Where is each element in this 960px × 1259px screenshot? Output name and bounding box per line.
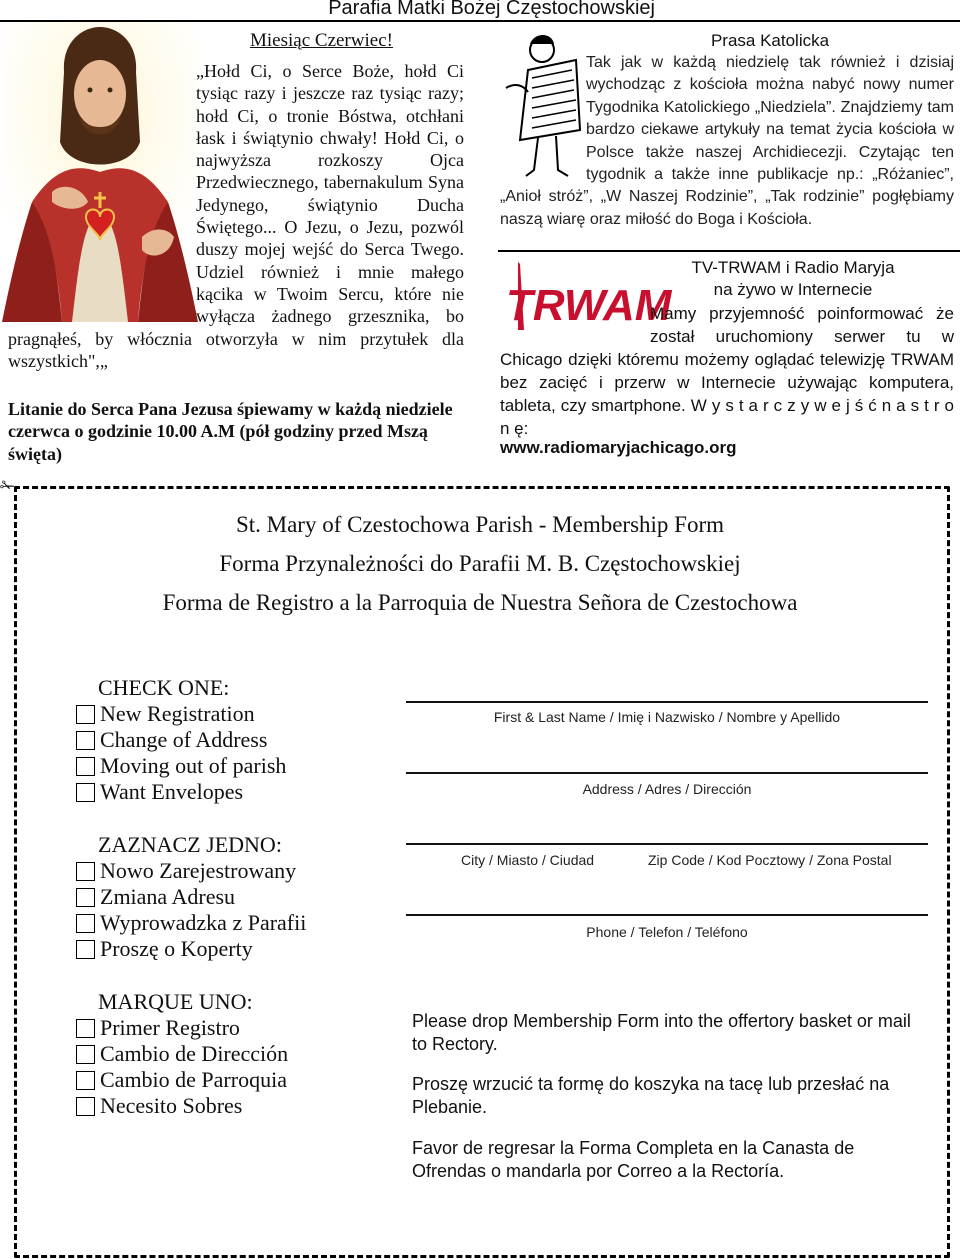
checkbox-moving-out[interactable] xyxy=(76,753,286,779)
checkbox-change-of-address[interactable] xyxy=(76,727,267,753)
checkbox-icon[interactable] xyxy=(76,731,95,750)
prasa-text: Tak jak w każdą niedzielę tak również i dzisiaj wychodząc z kościoła można nabyć nowy numer Tygodnika Katolickiego „Niedziela”. Znajdziemy tam bardzo ciekawe artykuły na temat życia kościoła w Polsce także naszej Archidiecezji. Czytając ten tygodnik a także inne publikacje np.: „Różaniec”, „Anioł stróż”, „W Naszej Rodzinie”, „Tak rodzinie” pogłębiamy naszą wiarę oraz miłość do Boga i Kościoła. xyxy=(500,54,954,228)
checkbox-icon[interactable] xyxy=(76,1045,95,1064)
form-title-spanish: Forma de Registro a la Parroquia de Nuestra Señora de Czestochowa xyxy=(162,590,798,615)
checkbox-icon[interactable] xyxy=(76,862,95,881)
form-title-english: St. Mary of Czestochowa Parish - Membership Form xyxy=(235,512,725,537)
city-field-label: City / Miasto / Ciudad xyxy=(461,852,595,868)
trwam-logo-text: TRWAM xyxy=(506,281,672,330)
parish-title: Parafia Matki Bożej Częstochowskiej xyxy=(328,0,655,19)
zaznacz-jedno-heading: ZAZNACZ JEDNO: xyxy=(98,832,282,857)
note-polish: Proszę wrzucić ta formę do koszyka na tacę lub przesłać na Plebanie. xyxy=(412,1074,890,1117)
prayer-text-block xyxy=(8,60,464,372)
marque-uno-heading: MARQUE UNO: xyxy=(98,989,253,1014)
checkbox-label: Change of Address xyxy=(100,727,268,752)
checkbox-icon[interactable] xyxy=(76,1097,95,1116)
prasa-title: Prasa Katolicka xyxy=(710,31,830,50)
zip-field-label: Zip Code / Kod Pocztowy / Zona Postal xyxy=(648,852,892,868)
litany-announcement: Litanie do Serca Pana Jezusa śpiewamy w każdą niedziele czerwca o godzinie 10.00 A.M (pół godziny przed Mszą święta) xyxy=(8,399,453,464)
checkbox-label: New Registration xyxy=(100,701,255,726)
phone-field-label: Phone / Telefon / Teléfono xyxy=(586,924,748,940)
checkbox-prosze-o-koperty[interactable] xyxy=(76,936,253,962)
checkbox-label: Necesito Sobres xyxy=(100,1093,243,1118)
checkbox-label: Wyprowadzka z Parafii xyxy=(100,910,307,935)
scissors-icon: ✁ xyxy=(0,476,16,496)
checkbox-icon[interactable] xyxy=(76,757,95,776)
tv-title-line2: na żywo w Internecie xyxy=(713,280,873,299)
form-title-polish: Forma Przynależności do Parafii M. B. Częstochowskiej xyxy=(219,551,741,576)
checkbox-necesito-sobres[interactable] xyxy=(76,1093,242,1119)
checkbox-wyprowadzka[interactable] xyxy=(76,910,306,936)
checkbox-cambio-direccion[interactable] xyxy=(76,1041,288,1067)
checkbox-cambio-parroquia[interactable] xyxy=(76,1067,287,1093)
section-divider xyxy=(498,250,960,252)
checkbox-label: Primer Registro xyxy=(100,1015,240,1040)
checkbox-new-registration[interactable] xyxy=(76,701,255,727)
prayer-text: „Hołd Ci, o Serce Boże, hołd Ci tysiąc razy i jeszcze raz tysiąc razy; hołd Ci, o tronie Bóstwa, otchłani łask i świątynio chwały! Hołd Ci, o najwyższa rozkoszy Ojca Przedwiecznego, tabernakulum Syna Jedynego, świątynio Ducha Świętego... O Jezu, o Jezu, pozwól duszy mojej wejść do Serca Twego. Udziel również i mnie małego kącika w Twoim Sercu, które nie wyłącza żadnego grzesznika, bo pragnąłeś, by włócznia otworzyła w nim przytułek dla wszystkich",„ xyxy=(8,61,464,371)
address-input-line[interactable] xyxy=(406,772,928,774)
checkbox-primer-registro[interactable] xyxy=(76,1015,240,1041)
address-field-label: Address / Adres / Dirección xyxy=(582,781,752,797)
checkbox-icon[interactable] xyxy=(76,914,95,933)
name-field-label: First & Last Name / Imię i Nazwisko / Nombre y Apellido xyxy=(493,709,841,725)
tv-text: Mamy przyjemność poinformować że został uruchomiony serwer tu w Chicago dzięki któremu możemy oglądać telewizję TRWAM bez zacięć i przerw w Internecie używając komputera, tableta, czy smartphone. W y s t a r c z y w e j ś ć n a s t r o n ę: xyxy=(500,304,954,438)
checkbox-label: Proszę o Koperty xyxy=(100,936,253,961)
month-title: Miesiąc Czerwiec! xyxy=(250,30,393,51)
checkbox-label: Zmiana Adresu xyxy=(100,884,236,909)
checkbox-label: Cambio de Parroquia xyxy=(100,1067,287,1092)
checkbox-want-envelopes[interactable] xyxy=(76,779,243,805)
name-input-line[interactable] xyxy=(406,701,928,703)
checkbox-icon[interactable] xyxy=(76,940,95,959)
note-spanish: Favor de regresar la Forma Completa en la Canasta de Ofrendas o mandarla por Correo a la Rectoría. xyxy=(412,1138,855,1181)
checkbox-label: Moving out of parish xyxy=(100,753,287,778)
checkbox-icon[interactable] xyxy=(76,705,95,724)
checkbox-label: Want Envelopes xyxy=(100,779,244,804)
checkbox-icon[interactable] xyxy=(76,783,95,802)
tv-title-line1: TV-TRWAM i Radio Maryja xyxy=(691,258,895,277)
checkbox-label: Cambio de Dirección xyxy=(100,1041,289,1066)
prasa-text-block xyxy=(500,52,954,231)
checkbox-zmiana-adresu[interactable] xyxy=(76,884,235,910)
tv-website-link[interactable]: www.radiomaryjachicago.org xyxy=(500,438,737,457)
note-english: Please drop Membership Form into the offertory basket or mail to Rectory. xyxy=(412,1011,911,1054)
city-zip-input-line[interactable] xyxy=(406,843,928,845)
checkbox-icon[interactable] xyxy=(76,888,95,907)
checkbox-nowo-zarejestrowany[interactable] xyxy=(76,858,296,884)
checkbox-label: Nowo Zarejestrowany xyxy=(100,858,297,883)
phone-input-line[interactable] xyxy=(406,914,928,916)
checkbox-icon[interactable] xyxy=(76,1019,95,1038)
checkbox-icon[interactable] xyxy=(76,1071,95,1090)
check-one-heading: CHECK ONE: xyxy=(98,675,230,700)
page-header xyxy=(0,0,960,22)
tv-text-block xyxy=(500,302,954,440)
